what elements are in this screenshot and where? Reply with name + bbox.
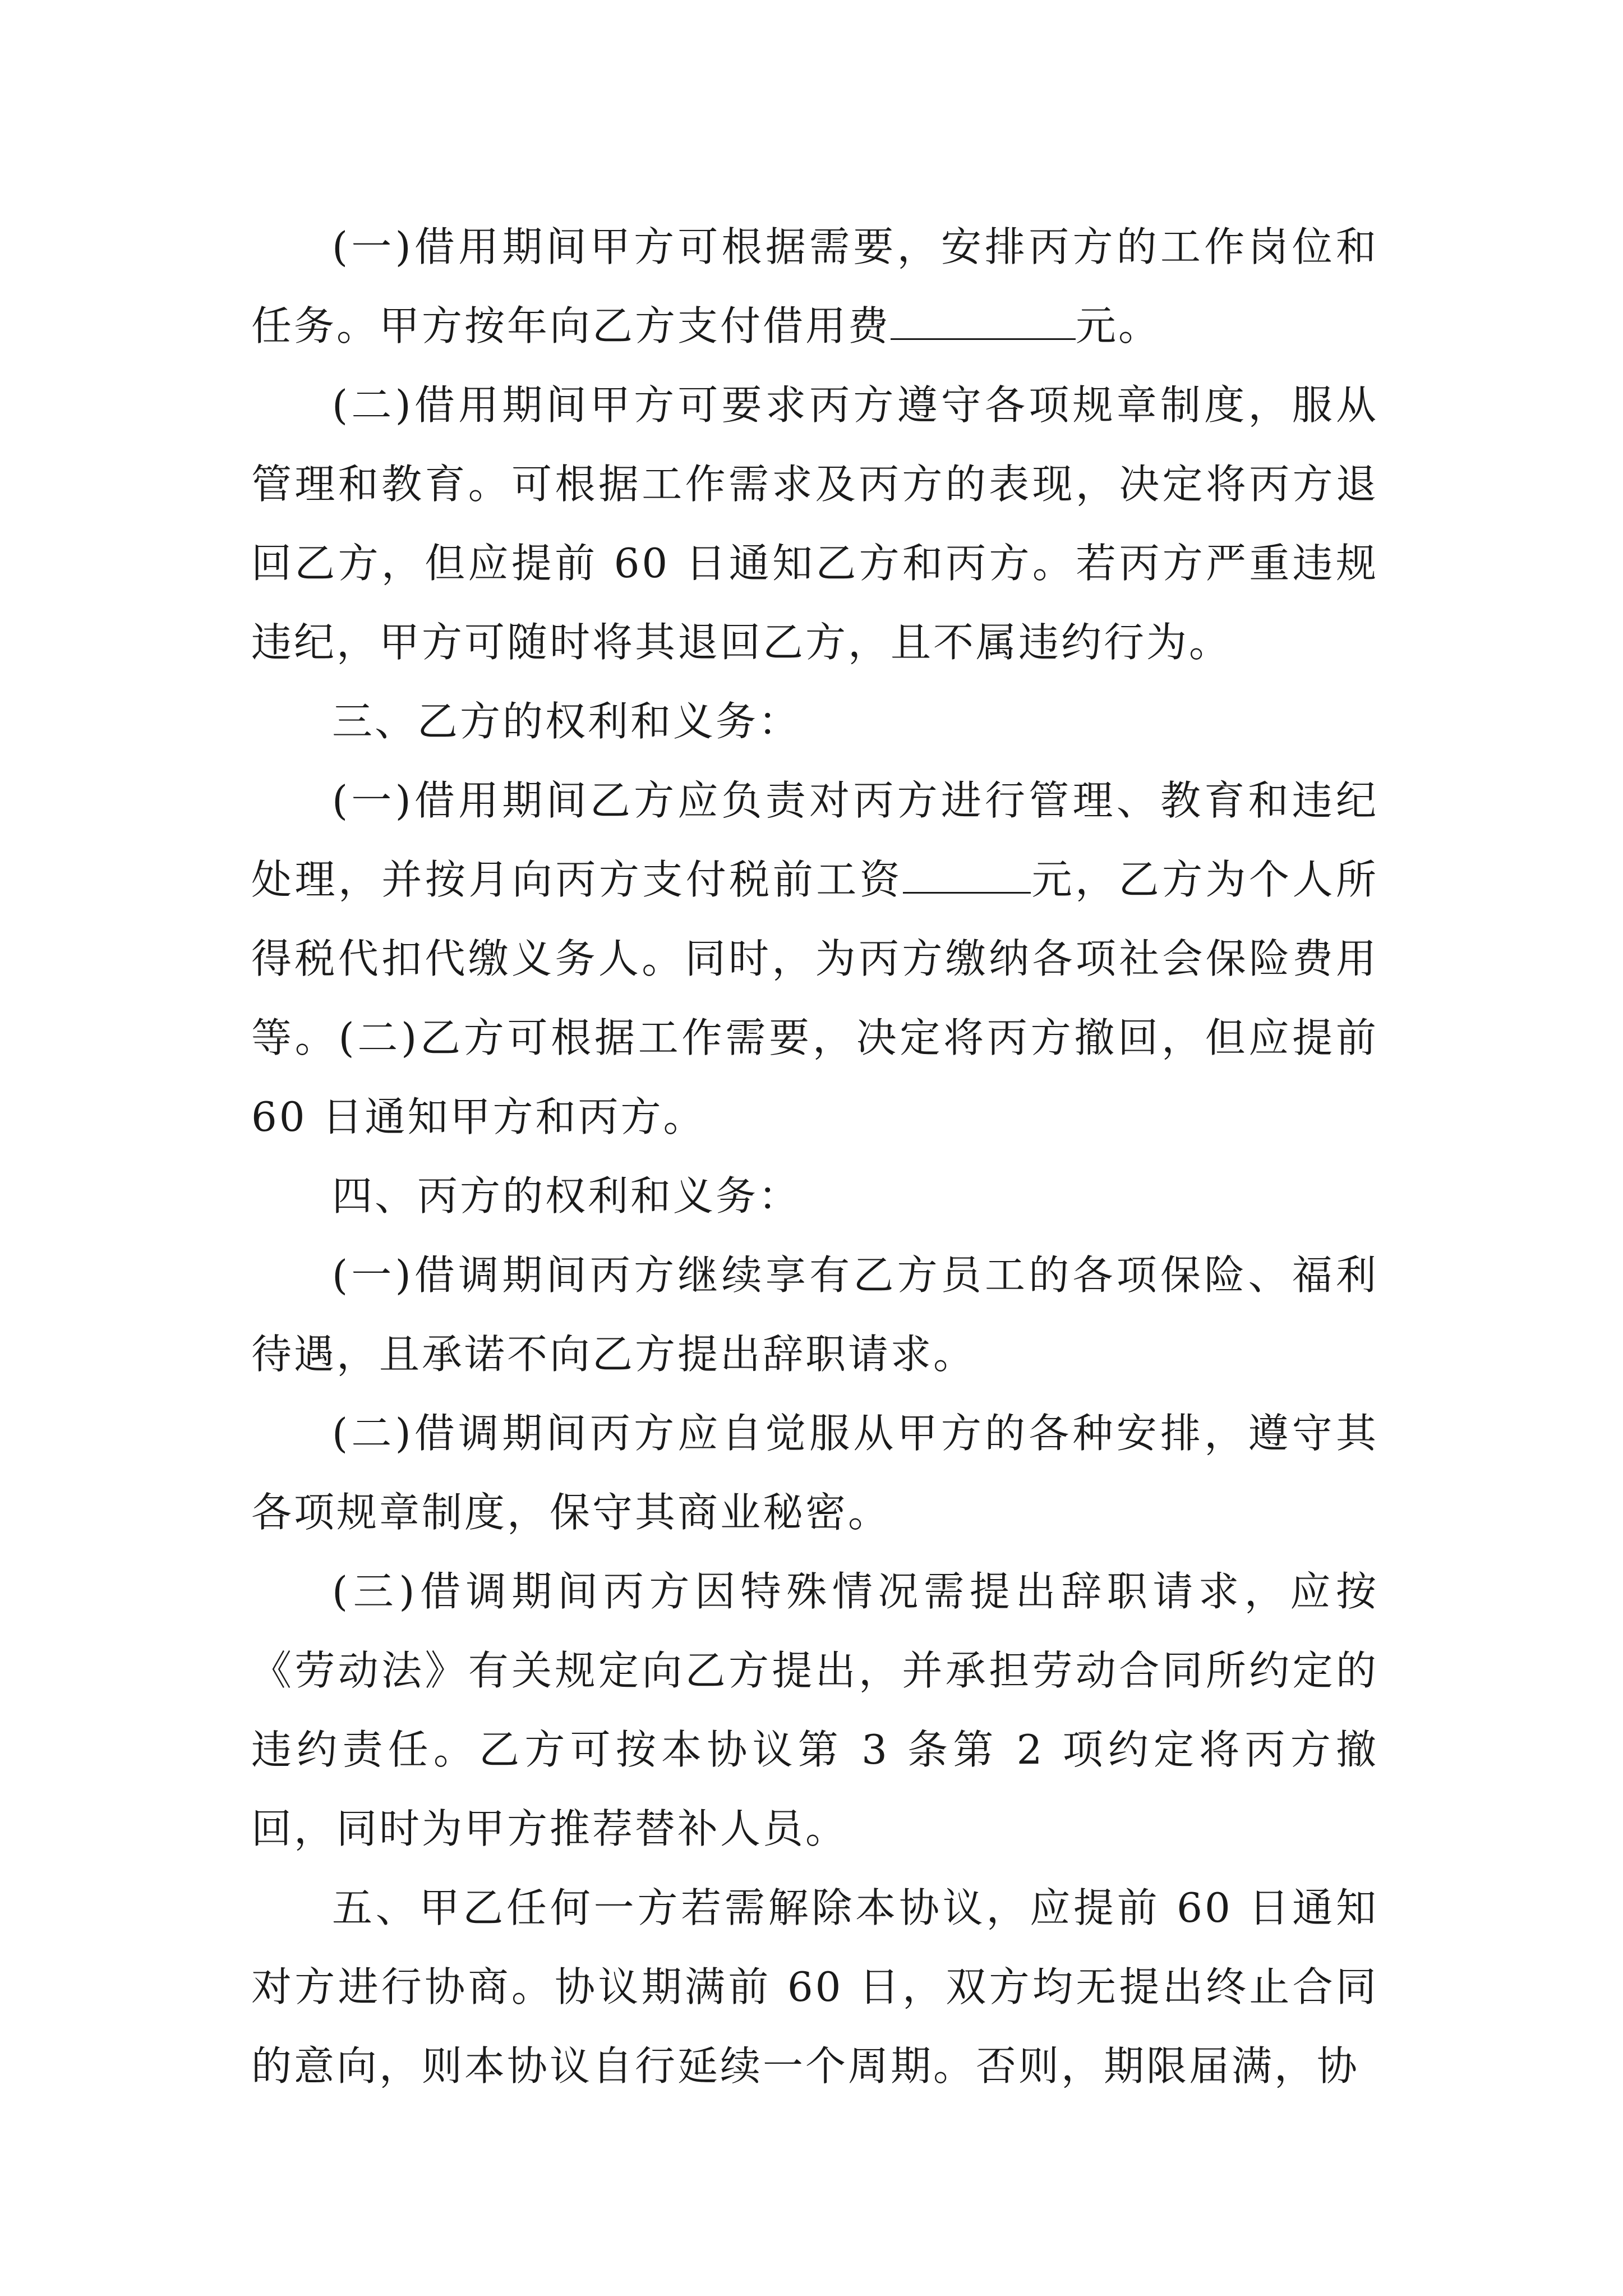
paragraph-party-b-duties: [251, 761, 1378, 1157]
paragraph-party-c-obligations: (二)借调期间丙方应自觉服从甲方的各种安排，遵守其各项规章制度，保守其商业秘密。: [251, 1410, 1378, 1536]
paragraph-text: 元，乙方为个人所得税代扣代缴义务人。同时，为丙方缴纳各项社会保险费用等。(二)乙方可根据工作需要，决定将丙方撤回，但应提前 60 日通知甲方和丙方。: [251, 856, 1378, 1140]
fill-in-blank-salary: [903, 859, 1031, 894]
paragraph-termination: 五、甲乙任何一方若需解除本协议，应提前 60 日通知对方进行协商。协议期满前 60 日，双方均无提出终止合同的意向，则本协议自行延续一个周期。否则，期限届满，协: [251, 1884, 1378, 2090]
paragraph-party-c-benefits: (一)借调期间丙方继续享有乙方员工的各项保险、福利待遇，且承诺不向乙方提出辞职请求。: [251, 1251, 1378, 1378]
paragraph-text: 元。: [1076, 302, 1161, 349]
fill-in-blank-borrowing-fee: [891, 306, 1076, 340]
section-heading-party-c: 四、丙方的权利和义务：: [332, 1172, 801, 1220]
paragraph-borrowing-fee: [251, 208, 1378, 366]
paragraph-party-a-requirements: (二)借用期间甲方可要求丙方遵守各项规章制度，服从管理和教育。可根据工作需求及丙方的表现，决定将丙方退回乙方，但应提前 60 日通知乙方和丙方。若丙方严重违规违纪，甲方可随时将其退回乙方，且不属违约行为。: [251, 381, 1378, 666]
document-body: [251, 208, 1378, 2106]
paragraph-text: (一)借用期间甲方可根据需要，安排丙方的工作岗位和任务。甲方按年向乙方支付借用费: [251, 223, 1378, 349]
paragraph-party-c-resignation: (三)借调期间丙方因特殊情况需提出辞职请求，应按《劳动法》有关规定向乙方提出，并承担劳动合同所约定的违约责任。乙方可按本协议第 3 条第 2 项约定将丙方撤回，同时为甲方推荐替补人员。: [251, 1568, 1378, 1852]
paragraph-text: (一)借用期间乙方应负责对丙方进行管理、教育和违纪处理，并按月向丙方支付税前工资: [251, 777, 1378, 903]
section-heading-party-b: 三、乙方的权利和义务：: [332, 698, 801, 745]
